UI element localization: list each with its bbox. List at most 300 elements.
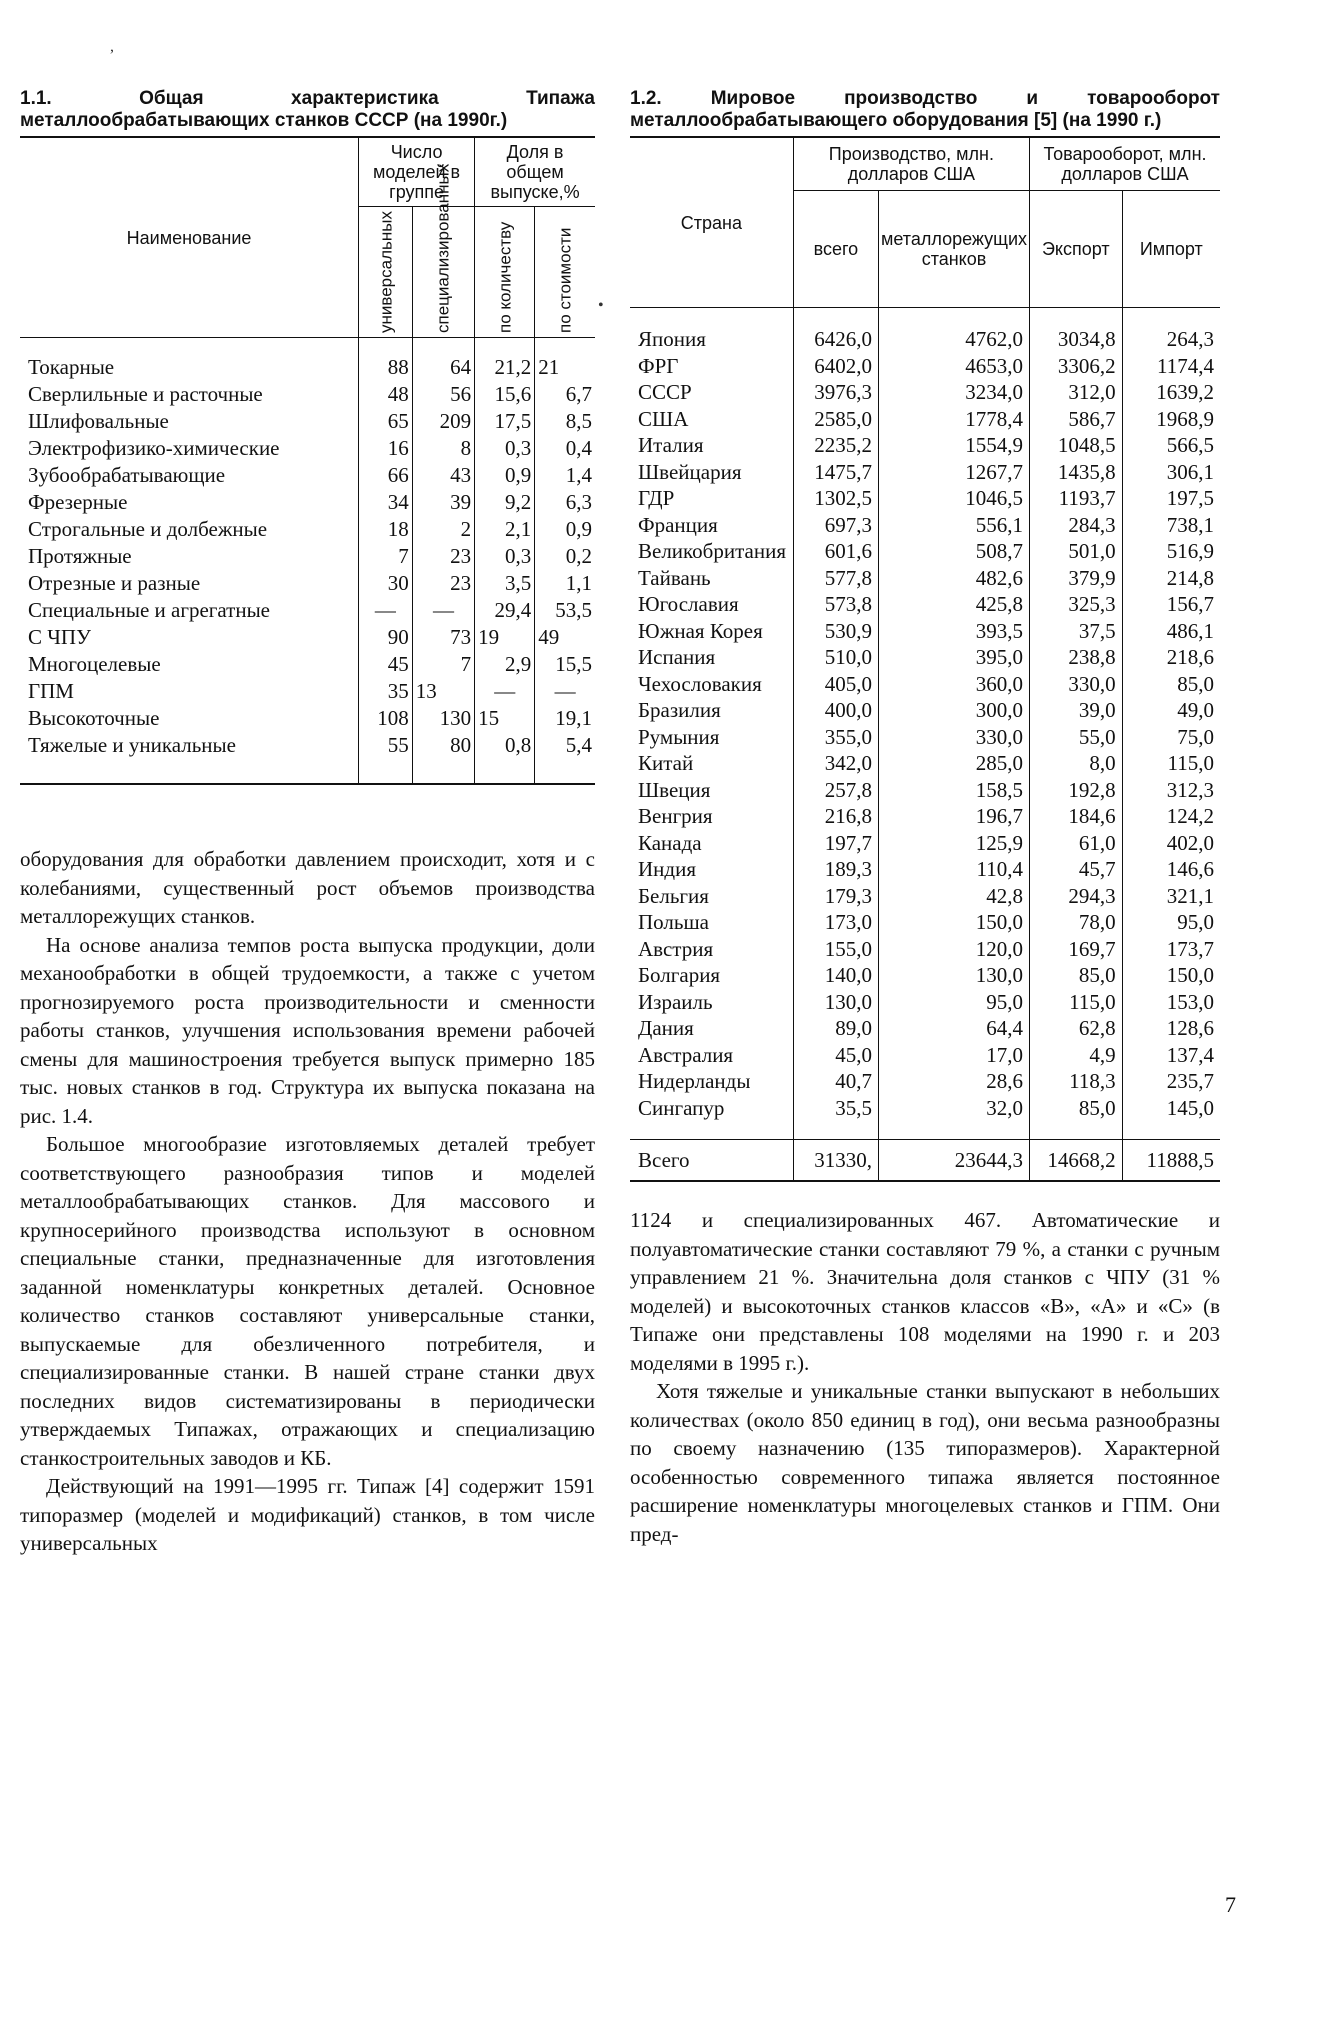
share-value: 49 bbox=[535, 624, 595, 651]
table-row bbox=[630, 591, 1220, 618]
machine-name: С ЧПУ bbox=[28, 625, 91, 649]
country-name: Индия bbox=[638, 857, 696, 881]
body-paragraph: Большое многообразие изготовляемых деталей требует соответствующего разнообразия типов и моделей металлообрабатывающих станков. Для массового и крупносерийного производства используют в основном специальные станки, предназначенные для изготовления заданной номенклатуры конкретных деталей. Основное количество станков составляют универсальные станки, выпускаемые для обезличенного потребителя, и специализированные станки. В нашей стране станки двух последних видов систематизированы в периодически утверждаемых Типажах, отражающих и специализацию станкостроительных заводов и КБ. bbox=[20, 1132, 595, 1470]
export-value: 85,0 bbox=[1030, 1095, 1123, 1140]
country-name: Италия bbox=[638, 433, 704, 457]
special-count: 23 bbox=[412, 543, 474, 570]
production-total: 197,7 bbox=[793, 830, 878, 857]
universal-count: 48 bbox=[359, 381, 413, 408]
universal-count: 34 bbox=[359, 489, 413, 516]
production-metal: 300,0 bbox=[879, 697, 1030, 724]
production-total: 189,3 bbox=[793, 856, 878, 883]
share-value: 19,1 bbox=[535, 705, 595, 732]
production-metal: 120,0 bbox=[879, 936, 1030, 963]
production-total: 140,0 bbox=[793, 962, 878, 989]
table-2-sub-total: всего bbox=[793, 191, 878, 308]
table-row bbox=[20, 543, 595, 570]
table-row bbox=[20, 732, 595, 784]
table-row bbox=[630, 512, 1220, 539]
special-count: 73 bbox=[412, 624, 474, 651]
total-import-value: 11888,5 bbox=[1122, 1140, 1220, 1182]
universal-count: 35 bbox=[359, 678, 413, 705]
table-row bbox=[630, 777, 1220, 804]
import-value: 402,0 bbox=[1122, 830, 1220, 857]
special-count: 130 bbox=[412, 705, 474, 732]
import-value: 235,7 bbox=[1122, 1068, 1220, 1095]
machine-name: Специальные и агрегатные bbox=[28, 598, 271, 622]
body-paragraph: На основе анализа темпов роста выпуска продукции, доли механообработки в общей трудоемкости, а также с учетом прогнозируемого роста производительности и сменности работы станков, улучшения использования времени рабочей смены для машиностроения требуется выпуск примерно 185 тыс. новых станков в год. Структура их выпуска показана на рис. 1.4. bbox=[20, 932, 595, 1128]
share-value: 53,5 bbox=[535, 597, 595, 624]
machine-name: Высокоточные bbox=[28, 706, 160, 730]
production-metal: 1554,9 bbox=[879, 432, 1030, 459]
production-metal: 4762,0 bbox=[879, 308, 1030, 353]
export-value: 294,3 bbox=[1030, 883, 1123, 910]
import-value: 146,6 bbox=[1122, 856, 1220, 883]
export-value: 586,7 bbox=[1030, 406, 1123, 433]
table-total-row bbox=[630, 1140, 1220, 1182]
share-qty: 2,9 bbox=[475, 651, 535, 678]
special-count: 2 bbox=[412, 516, 474, 543]
import-value: 49,0 bbox=[1122, 697, 1220, 724]
country-name: США bbox=[638, 406, 689, 431]
share-value: 0,4 bbox=[535, 435, 595, 462]
import-value: 153,0 bbox=[1122, 989, 1220, 1016]
table-1-head-group: Число моделей в группе bbox=[359, 137, 475, 207]
table-row bbox=[20, 597, 595, 624]
production-total: 35,5 bbox=[793, 1095, 878, 1140]
production-total: 510,0 bbox=[793, 644, 878, 671]
country-name: Канада bbox=[638, 830, 702, 855]
page-number: 7 bbox=[1225, 1892, 1236, 1917]
table-2-sub-export: Экспорт bbox=[1030, 191, 1123, 308]
country-name: Болгария bbox=[638, 963, 721, 987]
production-metal: 360,0 bbox=[879, 671, 1030, 698]
production-total: 530,9 bbox=[793, 618, 878, 645]
table-row bbox=[630, 883, 1220, 910]
machine-name: Строгальные и долбежные bbox=[28, 517, 268, 541]
share-value: 1,1 bbox=[535, 570, 595, 597]
universal-count: 65 bbox=[359, 408, 413, 435]
production-total: 2235,2 bbox=[793, 432, 878, 459]
share-qty: 0,9 bbox=[475, 462, 535, 489]
table-row bbox=[630, 697, 1220, 724]
import-value: 128,6 bbox=[1122, 1015, 1220, 1042]
country-name: Польша bbox=[638, 910, 709, 934]
production-metal: 285,0 bbox=[879, 750, 1030, 777]
production-total: 342,0 bbox=[793, 750, 878, 777]
share-qty: — bbox=[475, 678, 535, 705]
special-count: 39 bbox=[412, 489, 474, 516]
table-row bbox=[20, 381, 595, 408]
production-metal: 3234,0 bbox=[879, 379, 1030, 406]
special-count: 80 bbox=[412, 732, 474, 784]
universal-count: 7 bbox=[359, 543, 413, 570]
machine-name: Сверлильные и расточные bbox=[28, 382, 263, 406]
share-qty: 0,3 bbox=[475, 435, 535, 462]
production-total: 3976,3 bbox=[793, 379, 878, 406]
export-value: 1435,8 bbox=[1030, 459, 1123, 486]
share-qty: 17,5 bbox=[475, 408, 535, 435]
machine-name: Тяжелые и уникальные bbox=[20, 732, 359, 784]
machine-name: Шлифовальные bbox=[28, 409, 169, 433]
country-name: Южная Корея bbox=[638, 618, 763, 643]
production-total: 577,8 bbox=[793, 565, 878, 592]
table-row bbox=[630, 1042, 1220, 1069]
production-metal: 64,4 bbox=[879, 1015, 1030, 1042]
special-count: 43 bbox=[412, 462, 474, 489]
production-metal: 17,0 bbox=[879, 1042, 1030, 1069]
export-value: 62,8 bbox=[1030, 1015, 1123, 1042]
import-value: 115,0 bbox=[1122, 750, 1220, 777]
country-name: Испания bbox=[638, 645, 716, 669]
machine-name: Зубообрабатывающие bbox=[28, 463, 226, 487]
table-row bbox=[20, 435, 595, 462]
share-value: 6,7 bbox=[535, 381, 595, 408]
import-value: 150,0 bbox=[1122, 962, 1220, 989]
table-row bbox=[630, 485, 1220, 512]
production-total: 2585,0 bbox=[793, 406, 878, 433]
share-qty: 15 bbox=[475, 705, 535, 732]
scan-dot: • bbox=[598, 297, 604, 314]
special-count: 13 bbox=[412, 678, 474, 705]
production-total: 257,8 bbox=[793, 777, 878, 804]
production-total: 216,8 bbox=[793, 803, 878, 830]
table-1-sub-special: специализированных bbox=[412, 207, 474, 338]
total-production-total: 31330, bbox=[793, 1140, 878, 1182]
country-name: СССР bbox=[638, 380, 692, 404]
production-total: 355,0 bbox=[793, 724, 878, 751]
table-row bbox=[20, 338, 595, 382]
machine-name: Электрофизико-химические bbox=[28, 436, 280, 460]
table-row bbox=[630, 989, 1220, 1016]
right-column bbox=[630, 88, 1220, 1548]
table-row bbox=[630, 936, 1220, 963]
export-value: 184,6 bbox=[1030, 803, 1123, 830]
production-total: 130,0 bbox=[793, 989, 878, 1016]
machine-name: Отрезные и разные bbox=[28, 571, 201, 595]
export-value: 115,0 bbox=[1030, 989, 1123, 1016]
table-row bbox=[630, 353, 1220, 380]
import-value: 1639,2 bbox=[1122, 379, 1220, 406]
export-value: 3034,8 bbox=[1030, 308, 1123, 353]
production-total: 89,0 bbox=[793, 1015, 878, 1042]
special-count: 64 bbox=[412, 338, 474, 382]
total-country-name: Всего bbox=[630, 1140, 793, 1182]
universal-count: 88 bbox=[359, 338, 413, 382]
share-qty: 9,2 bbox=[475, 489, 535, 516]
left-column bbox=[20, 88, 595, 1558]
production-total: 697,3 bbox=[793, 512, 878, 539]
production-metal: 150,0 bbox=[879, 909, 1030, 936]
share-value: 0,2 bbox=[535, 543, 595, 570]
country-name: Сингапур bbox=[638, 1095, 725, 1120]
export-value: 3306,2 bbox=[1030, 353, 1123, 380]
country-name: Швейцария bbox=[638, 459, 742, 484]
production-total: 400,0 bbox=[793, 697, 878, 724]
import-value: 197,5 bbox=[1122, 485, 1220, 512]
country-name: Чехословакия bbox=[638, 671, 762, 696]
table-row bbox=[630, 750, 1220, 777]
table-2-head-production: Производство, млн. долларов США bbox=[793, 137, 1029, 191]
table-row bbox=[630, 671, 1220, 698]
table-row bbox=[630, 538, 1220, 565]
table-row bbox=[630, 565, 1220, 592]
share-qty: 3,5 bbox=[475, 570, 535, 597]
export-value: 118,3 bbox=[1030, 1068, 1123, 1095]
production-metal: 330,0 bbox=[879, 724, 1030, 751]
export-value: 169,7 bbox=[1030, 936, 1123, 963]
country-name: Югославия bbox=[638, 592, 739, 616]
table-row bbox=[630, 803, 1220, 830]
import-value: 486,1 bbox=[1122, 618, 1220, 645]
import-value: 321,1 bbox=[1122, 883, 1220, 910]
production-metal: 1778,4 bbox=[879, 406, 1030, 433]
body-paragraph: оборудования для обработки давлением происходит, хотя и с колебаниями, существенный рост объемов производства металлорежущих станков. bbox=[20, 847, 595, 928]
table-1-title: 1.1. Общая характеристика Типажа металлообрабатывающих станков СССР (на 1990г.) bbox=[20, 88, 595, 131]
production-metal: 196,7 bbox=[879, 803, 1030, 830]
machine-name: Токарные bbox=[28, 355, 115, 379]
import-value: 306,1 bbox=[1122, 459, 1220, 486]
share-value: 1,4 bbox=[535, 462, 595, 489]
machine-name: Протяжные bbox=[28, 544, 132, 568]
table-2-sub-metal: металлорежущих станков bbox=[879, 191, 1030, 308]
import-value: 85,0 bbox=[1122, 671, 1220, 698]
import-value: 1174,4 bbox=[1122, 353, 1220, 380]
table-row bbox=[630, 459, 1220, 486]
import-value: 145,0 bbox=[1122, 1095, 1220, 1140]
country-name: Австрия bbox=[638, 936, 714, 961]
export-value: 238,8 bbox=[1030, 644, 1123, 671]
export-value: 312,0 bbox=[1030, 379, 1123, 406]
export-value: 8,0 bbox=[1030, 750, 1123, 777]
share-qty: 0,8 bbox=[475, 732, 535, 784]
export-value: 379,9 bbox=[1030, 565, 1123, 592]
special-count: — bbox=[412, 597, 474, 624]
universal-count: — bbox=[359, 597, 413, 624]
machine-name: ГПМ bbox=[28, 679, 74, 703]
share-value: 6,3 bbox=[535, 489, 595, 516]
share-qty: 19 bbox=[475, 624, 535, 651]
table-row bbox=[630, 406, 1220, 433]
share-qty: 0,3 bbox=[475, 543, 535, 570]
table-row bbox=[630, 830, 1220, 857]
table-row bbox=[630, 379, 1220, 406]
production-total: 155,0 bbox=[793, 936, 878, 963]
table-1-head-name: Наименование bbox=[20, 137, 359, 338]
production-metal: 130,0 bbox=[879, 962, 1030, 989]
export-value: 45,7 bbox=[1030, 856, 1123, 883]
production-metal: 110,4 bbox=[879, 856, 1030, 883]
import-value: 312,3 bbox=[1122, 777, 1220, 804]
body-paragraph: Действующий на 1991—1995 гг. Типаж [4] содержит 1591 типоразмер (моделей и модификаций) станков, в том числе универсальных bbox=[20, 1474, 595, 1555]
table-2-head-trade: Товарооборот, млн. долларов США bbox=[1030, 137, 1220, 191]
special-count: 209 bbox=[412, 408, 474, 435]
universal-count: 30 bbox=[359, 570, 413, 597]
production-metal: 158,5 bbox=[879, 777, 1030, 804]
universal-count: 55 bbox=[359, 732, 413, 784]
share-value: 15,5 bbox=[535, 651, 595, 678]
production-total: 1302,5 bbox=[793, 485, 878, 512]
special-count: 7 bbox=[412, 651, 474, 678]
country-name: Тайвань bbox=[638, 565, 711, 590]
country-name: Дания bbox=[638, 1016, 694, 1040]
table-row bbox=[630, 856, 1220, 883]
production-metal: 95,0 bbox=[879, 989, 1030, 1016]
table-row bbox=[20, 705, 595, 732]
production-metal: 482,6 bbox=[879, 565, 1030, 592]
country-name: Китай bbox=[638, 751, 694, 775]
production-metal: 1267,7 bbox=[879, 459, 1030, 486]
country-name: Австралия bbox=[638, 1042, 734, 1067]
import-value: 218,6 bbox=[1122, 644, 1220, 671]
production-metal: 425,8 bbox=[879, 591, 1030, 618]
table-row bbox=[20, 570, 595, 597]
production-metal: 395,0 bbox=[879, 644, 1030, 671]
import-value: 75,0 bbox=[1122, 724, 1220, 751]
share-value: 0,9 bbox=[535, 516, 595, 543]
table-2-title: 1.2. Мировое производство и товарооборот металлообрабатывающего оборудования [5] (на 1990 г.) bbox=[630, 88, 1220, 131]
table-row bbox=[20, 516, 595, 543]
country-name: Великобритания bbox=[638, 539, 786, 563]
table-1-sub-qty: по количеству bbox=[475, 207, 535, 338]
export-value: 78,0 bbox=[1030, 909, 1123, 936]
universal-count: 90 bbox=[359, 624, 413, 651]
export-value: 4,9 bbox=[1030, 1042, 1123, 1069]
share-qty: 2,1 bbox=[475, 516, 535, 543]
country-name: Бразилия bbox=[638, 698, 721, 722]
export-value: 501,0 bbox=[1030, 538, 1123, 565]
production-total: 179,3 bbox=[793, 883, 878, 910]
production-metal: 508,7 bbox=[879, 538, 1030, 565]
special-count: 8 bbox=[412, 435, 474, 462]
table-row bbox=[20, 408, 595, 435]
production-total: 601,6 bbox=[793, 538, 878, 565]
production-metal: 1046,5 bbox=[879, 485, 1030, 512]
country-name: ГДР bbox=[638, 486, 675, 510]
body-paragraph: Хотя тяжелые и уникальные станки выпускают в небольших количествах (около 850 единиц в год), они весьма разнообразны по своему назначению (135 типоразмеров). Характерной особенностью современного типажа является постоянное расширение номенклатуры многоцелевых станков и ГПМ. Они пред- bbox=[630, 1379, 1220, 1546]
machine-name: Фрезерные bbox=[28, 490, 128, 514]
production-total: 173,0 bbox=[793, 909, 878, 936]
table-row bbox=[630, 1015, 1220, 1042]
table-1-sub-value: по стоимости bbox=[535, 207, 595, 338]
import-value: 264,3 bbox=[1122, 308, 1220, 353]
table-2 bbox=[630, 136, 1220, 1182]
production-metal: 32,0 bbox=[879, 1095, 1030, 1140]
country-name: Румыния bbox=[638, 724, 720, 749]
table-row bbox=[630, 962, 1220, 989]
country-name: Венгрия bbox=[638, 804, 713, 828]
table-row bbox=[630, 432, 1220, 459]
table-row bbox=[630, 1095, 1220, 1140]
body-paragraph: 1124 и специализированных 467. Автоматические и полуавтоматические станки составляют 79 %, а станки с ручным управлением 21 %. Значительна доля станков с ЧПУ (31 % моделей) и высокоточных станков классов «В», «А» и «С» (в Типаже они представлены 108 моделями на 1990 г. и 203 моделями в 1995 г.). bbox=[630, 1208, 1220, 1375]
export-value: 1048,5 bbox=[1030, 432, 1123, 459]
production-total: 573,8 bbox=[793, 591, 878, 618]
import-value: 1968,9 bbox=[1122, 406, 1220, 433]
export-value: 85,0 bbox=[1030, 962, 1123, 989]
country-name: Израиль bbox=[638, 989, 713, 1014]
export-value: 284,3 bbox=[1030, 512, 1123, 539]
import-value: 214,8 bbox=[1122, 565, 1220, 592]
import-value: 516,9 bbox=[1122, 538, 1220, 565]
table-1 bbox=[20, 136, 595, 785]
import-value: 95,0 bbox=[1122, 909, 1220, 936]
special-count: 23 bbox=[412, 570, 474, 597]
export-value: 325,3 bbox=[1030, 591, 1123, 618]
table-2-body bbox=[630, 308, 1220, 1182]
production-total: 6402,0 bbox=[793, 353, 878, 380]
export-value: 37,5 bbox=[1030, 618, 1123, 645]
country-name: Франция bbox=[638, 512, 718, 537]
table-row bbox=[630, 644, 1220, 671]
total-production-metal: 23644,3 bbox=[879, 1140, 1030, 1182]
special-count: 56 bbox=[412, 381, 474, 408]
table-row bbox=[630, 909, 1220, 936]
table-row bbox=[20, 651, 595, 678]
scan-mark: , bbox=[110, 38, 114, 55]
share-value: 8,5 bbox=[535, 408, 595, 435]
export-value: 61,0 bbox=[1030, 830, 1123, 857]
production-metal: 393,5 bbox=[879, 618, 1030, 645]
country-name: Япония bbox=[638, 327, 706, 351]
production-metal: 125,9 bbox=[879, 830, 1030, 857]
table-row bbox=[630, 1068, 1220, 1095]
production-total: 1475,7 bbox=[793, 459, 878, 486]
universal-count: 108 bbox=[359, 705, 413, 732]
production-total: 40,7 bbox=[793, 1068, 878, 1095]
share-qty: 15,6 bbox=[475, 381, 535, 408]
table-row bbox=[630, 618, 1220, 645]
import-value: 124,2 bbox=[1122, 803, 1220, 830]
production-total: 45,0 bbox=[793, 1042, 878, 1069]
universal-count: 66 bbox=[359, 462, 413, 489]
machine-name: Многоцелевые bbox=[28, 652, 161, 676]
country-name: Бельгия bbox=[638, 883, 709, 908]
table-row bbox=[20, 462, 595, 489]
table-row bbox=[20, 678, 595, 705]
production-total: 6426,0 bbox=[793, 308, 878, 353]
table-row bbox=[630, 308, 1220, 353]
export-value: 55,0 bbox=[1030, 724, 1123, 751]
table-row bbox=[20, 489, 595, 516]
table-1-sub-universal: универсальных bbox=[359, 207, 413, 338]
share-qty: 21,2 bbox=[475, 338, 535, 382]
universal-count: 18 bbox=[359, 516, 413, 543]
export-value: 192,8 bbox=[1030, 777, 1123, 804]
table-row bbox=[20, 624, 595, 651]
production-metal: 4653,0 bbox=[879, 353, 1030, 380]
country-name: ФРГ bbox=[638, 353, 679, 378]
import-value: 738,1 bbox=[1122, 512, 1220, 539]
share-value: 21 bbox=[535, 338, 595, 382]
production-metal: 28,6 bbox=[879, 1068, 1030, 1095]
production-metal: 556,1 bbox=[879, 512, 1030, 539]
export-value: 39,0 bbox=[1030, 697, 1123, 724]
export-value: 330,0 bbox=[1030, 671, 1123, 698]
table-row bbox=[630, 724, 1220, 751]
country-name: Нидерланды bbox=[638, 1069, 751, 1093]
import-value: 566,5 bbox=[1122, 432, 1220, 459]
universal-count: 16 bbox=[359, 435, 413, 462]
import-value: 156,7 bbox=[1122, 591, 1220, 618]
total-export-value: 14668,2 bbox=[1030, 1140, 1123, 1182]
share-value: — bbox=[535, 678, 595, 705]
table-2-head-country: Страна bbox=[630, 137, 793, 308]
import-value: 137,4 bbox=[1122, 1042, 1220, 1069]
table-1-head-share: Доля в общем выпуске,% bbox=[475, 137, 595, 207]
share-value: 5,4 bbox=[535, 732, 595, 784]
export-value: 1193,7 bbox=[1030, 485, 1123, 512]
production-metal: 42,8 bbox=[879, 883, 1030, 910]
